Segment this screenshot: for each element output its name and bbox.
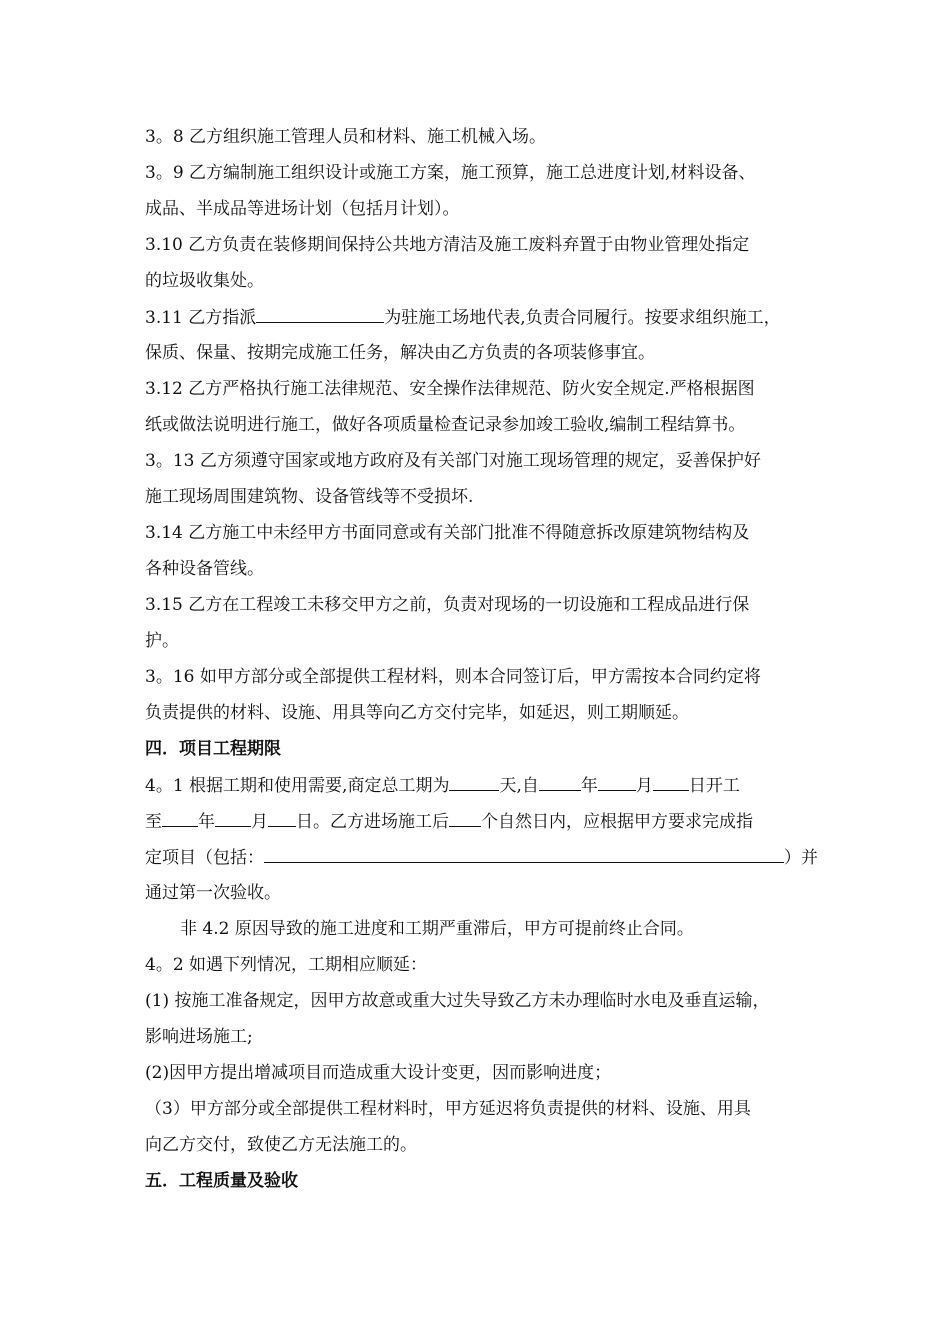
termination-note: 非 4.2 原因导致的施工进度和工期严重滞后，甲方可提前终止合同。 (180, 919, 694, 939)
clause-4-1-line4: 通过第一次验收。 (145, 883, 281, 903)
section-4-heading: 四．项目工程期限 (145, 739, 281, 759)
clause-4-1-part: ）并 (784, 848, 818, 868)
clause-3-13: 3。13 乙方须遵守国家或地方政府及有关部门对施工现场管理的规定，妥善保护好 (145, 451, 761, 471)
start-month-blank[interactable] (598, 774, 636, 791)
clause-4-1-part: 天,自 (499, 776, 539, 796)
end-day-blank[interactable] (268, 810, 296, 827)
clause-4-1-part: 年 (580, 776, 598, 796)
item-2: (2)因甲方提出增减项目而造成重大设计变更，因而影响进度； (145, 1063, 612, 1083)
item-3: （3）甲方部分或全部提供工程材料时，甲方延迟将负责提供的材料、设施、用具 (145, 1099, 751, 1119)
clause-3-12: 3.12 乙方严格执行施工法律规范、安全操作法律规范、防火安全规定.严格根据图 (145, 379, 755, 399)
clause-3-9: 3。9 乙方编制施工组织设计或施工方案，施工预算，施工总进度计划,材料设备、 (145, 163, 756, 183)
start-day-blank[interactable] (653, 774, 689, 791)
clause-4-1-part: 日开工 (688, 776, 740, 796)
clause-3-16: 3。16 如甲方部分或全部提供工程材料，则本合同签订后，甲方需按本合同约定将 (145, 667, 761, 687)
clause-3-13-cont: 施工现场周围建筑物、设备管线等不受损坏. (145, 487, 474, 507)
clause-3-14-cont: 各种设备管线。 (145, 559, 264, 579)
clause-4-2: 4。2 如遇下列情况，工期相应顺延： (145, 955, 428, 975)
clause-3-9-cont: 成品、半成品等进场计划（包括月计划）。 (145, 199, 460, 219)
clause-3-11-cont: 保质、保量、按期完成施工任务，解决由乙方负责的各项装修事宜。 (145, 343, 655, 363)
clause-3-10: 3.10 乙方负责在装修期间保持公共地方清洁及施工废料弃置于由物业管理处指定 (145, 235, 750, 255)
clause-3-15-cont: 护。 (145, 631, 179, 651)
clause-4-1-part: 至 (145, 812, 162, 832)
clause-4-1-part: 个自然日内，应根据甲方要求完成指 (481, 812, 753, 832)
clause-4-1-part: 定项目（包括： (145, 848, 264, 868)
clause-3-11 (145, 306, 781, 329)
clause-3-16-cont: 负责提供的材料、设施、用具等向乙方交付完毕，如延迟，则工期顺延。 (145, 703, 689, 723)
end-month-blank[interactable] (215, 810, 251, 827)
clause-3-11-start: 3.11 乙方指派 (145, 308, 257, 328)
clause-4-1-part: 月 (251, 812, 268, 832)
clause-4-1-part: 月 (635, 776, 653, 796)
natural-days-blank[interactable] (449, 810, 481, 827)
clause-3-11-end: 为驻施工场地代表,负责合同履行。按要求组织施工， (384, 308, 781, 328)
clause-3-8: 3。8 乙方组织施工管理人员和材料、施工机械入场。 (145, 127, 547, 147)
end-year-blank[interactable] (162, 810, 198, 827)
item-1: (1) 按施工准备规定，因甲方故意或重大过失导致乙方未办理临时水电及垂直运输， (145, 991, 770, 1011)
clause-4-1-part: 日。乙方进场施工后 (296, 812, 449, 832)
clause-3-14: 3.14 乙方施工中未经甲方书面同意或有关部门批准不得随意拆改原建筑物结构及 (145, 523, 750, 543)
item-1-cont: 影响进场施工; (145, 1027, 253, 1047)
clause-3-15: 3.15 乙方在工程竣工未移交甲方之前，负责对现场的一切设施和工程成品进行保 (145, 595, 750, 615)
section-5-heading: 五．工程质量及验收 (145, 1171, 298, 1191)
clause-4-1-line2 (145, 810, 753, 833)
clause-3-12-cont: 纸或做法说明进行施工，做好各项质量检查记录参加竣工验收,编制工程结算书。 (145, 415, 746, 435)
project-items-blank[interactable] (264, 846, 784, 863)
clause-3-10-cont: 的垃圾收集处。 (145, 271, 264, 291)
total-days-blank[interactable] (449, 774, 499, 791)
item-3-cont: 向乙方交付，致使乙方无法施工的。 (145, 1135, 417, 1155)
clause-4-1-part: 4。1 根据工期和使用需要,商定总工期为 (145, 776, 450, 796)
representative-blank[interactable] (256, 306, 384, 323)
clause-4-1 (145, 774, 740, 797)
clause-4-1-line3 (145, 846, 818, 869)
clause-4-1-part: 年 (198, 812, 215, 832)
start-year-blank[interactable] (539, 774, 581, 791)
